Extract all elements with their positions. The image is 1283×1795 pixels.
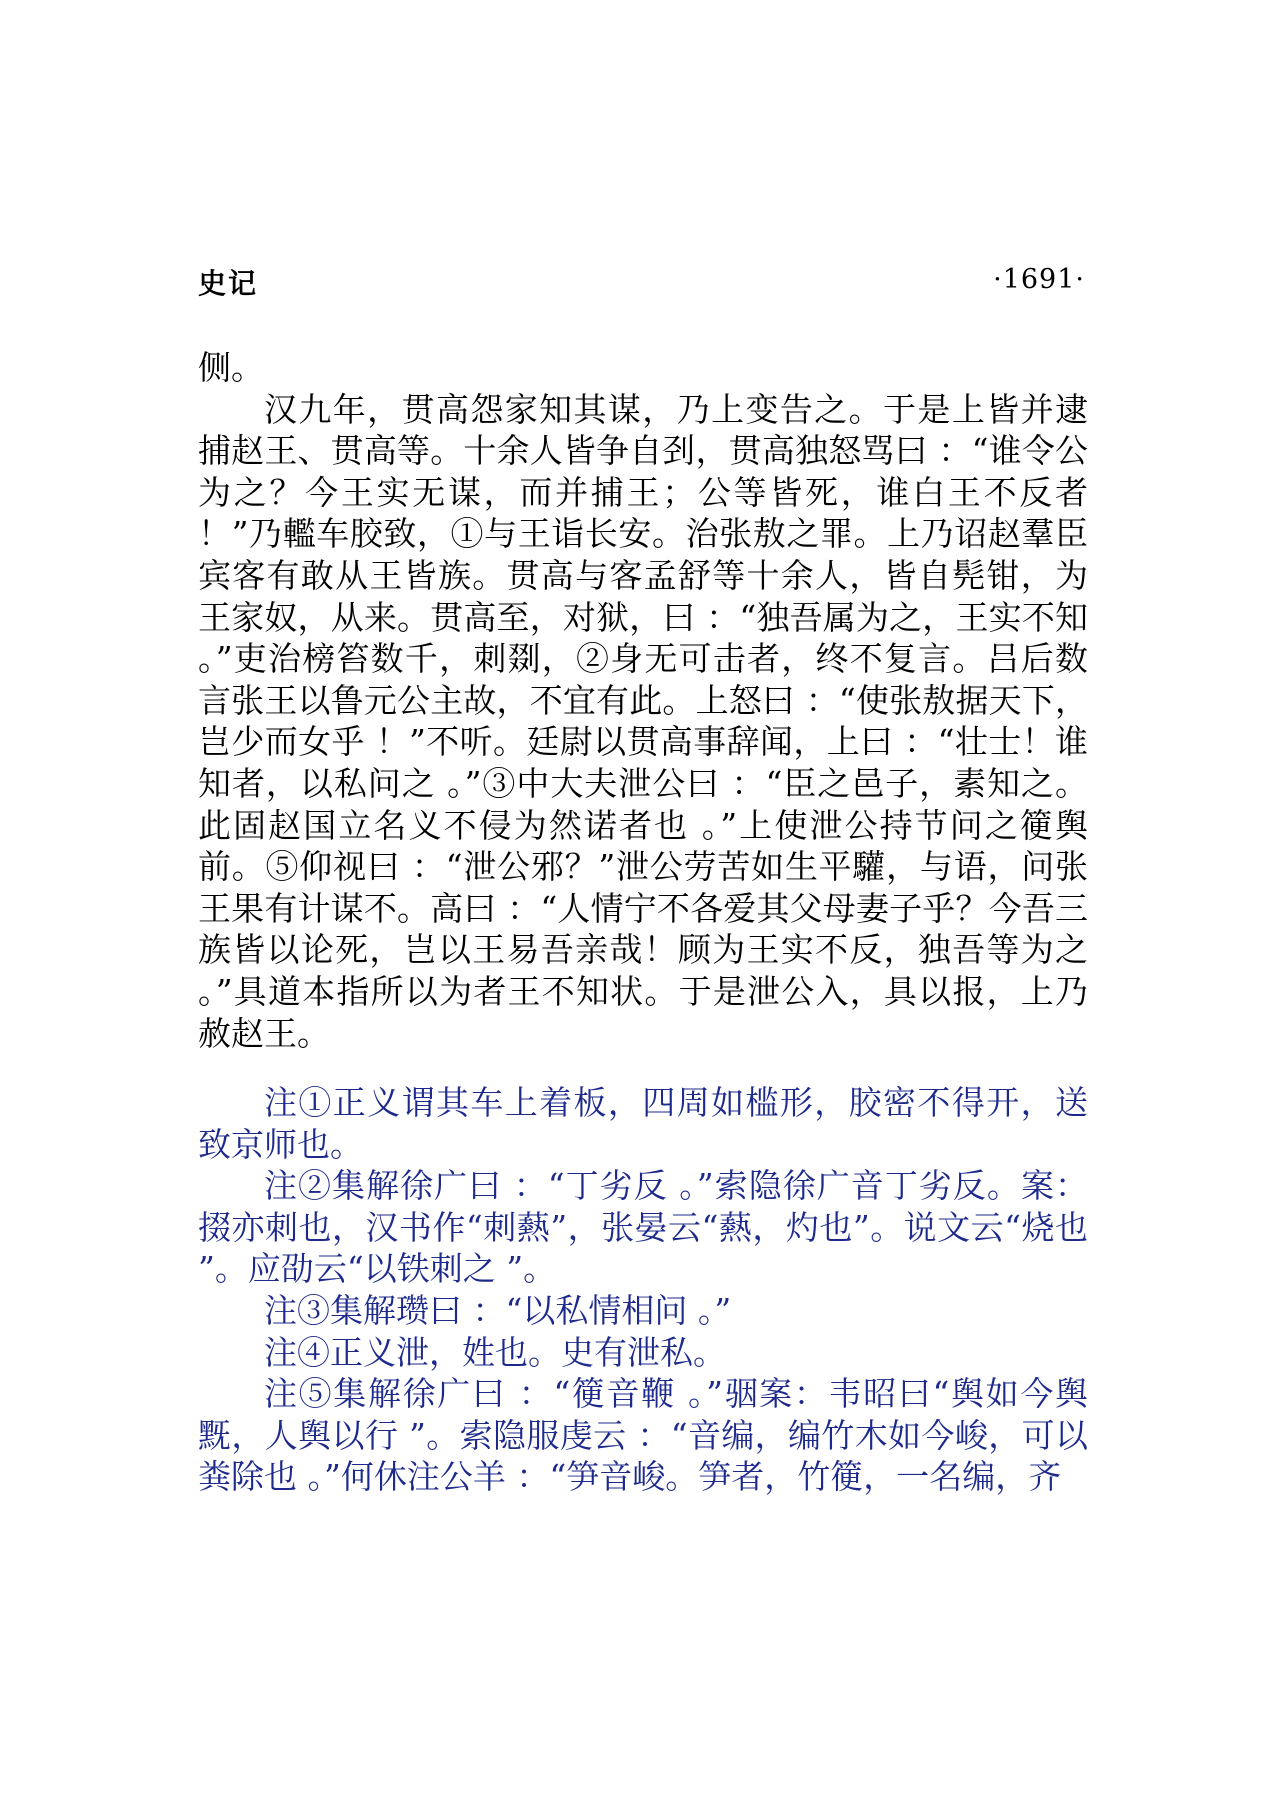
- book-title: 史记: [198, 267, 259, 300]
- footnote-4: 注④正义泄，姓也。史有泄私。: [264, 1332, 726, 1372]
- paragraph-continuation: 侧。: [198, 348, 264, 387]
- footnote-3: 注③集解瓒曰 ：“以私情相问 。”: [264, 1290, 732, 1330]
- page-number: ·1691·: [993, 264, 1085, 295]
- page-header: [198, 262, 1085, 302]
- footnote-5: 注⑤集解徐广曰 ：“箯音鞭 。”骃案：韦昭曰“舆如今舆黖，人舆以行 ”。索隐服虔云 ：“音编，编竹木如今峻，可以粪除也 。”何休注公羊 ：“笋音峻。笋者，竹箯，一名编，齐: [198, 1374, 1088, 1497]
- footnote-2: 注②集解徐广曰 ：“丁劣反 。”索隐徐广音丁劣反。案：掇亦刺也，汉书作“刺爇”，张晏云“爇，灼也”。说文云“烧也 ”。应劭云“以铁刺之 ”。: [198, 1166, 1088, 1289]
- paragraph: 汉九年，贯高怨家知其谋，乃上变告之。于是上皆并逮捕赵王、贯高等。十余人皆争自刭，贯高独怒骂曰 ：“谁令公为之？今王实无谋，而并捕王；公等皆死，谁白王不反者 ！”乃轞车胶致，①与王诣长安。治张敖之罪。上乃诏赵羣臣宾客有敢从王皆族。贯高与客孟舒等十余人，皆自髡钳，为王家奴，从来。贯高至，对狱，曰 ：“独吾属为之，王实不知 。”吏治榜笞数千，刺剟，②身无可击者，终不复言。吕后数言张王以鲁元公主故，不宜有此。上怒曰 ：“使张敖据天下，岂少而女乎 ！”不听。廷尉以贯高事辞闻，上曰 ：“壮士！谁知者，以私问之 。”③中大夫泄公曰 ：“臣之邑子，素知之。此固赵国立名义不侵为然诺者也 。”上使泄公持节问之箯舆前。⑤仰视曰 ：“泄公邪？”泄公劳苦如生平驩，与语，问张王果有计谋不。高曰 ：“人情宁不各爱其父母妻子乎？今吾三族皆以论死，岂以王易吾亲哉！顾为王实不反，独吾等为之 。”具道本指所以为者王不知状。于是泄公入，具以报，上乃赦赵王。: [198, 389, 1088, 1053]
- footnotes: [198, 1082, 1088, 1498]
- footnote-1: 注①正义谓其车上着板，四周如槛形，胶密不得开，送致京师也。: [198, 1083, 1088, 1164]
- main-text: [198, 347, 1088, 1054]
